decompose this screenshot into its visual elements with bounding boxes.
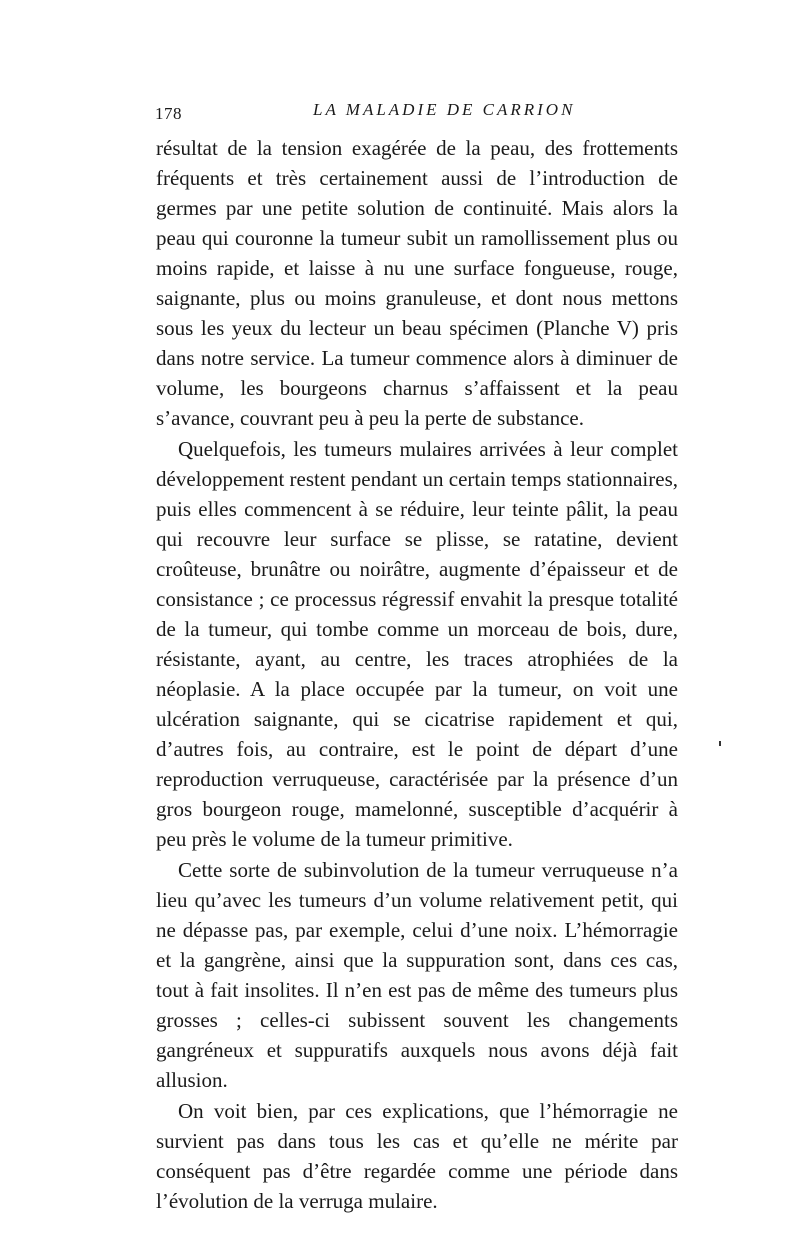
paragraph-continuation: résultat de la tension exagérée de la peau, des frottements fréquents et très certainement aussi de l’introduction de germes par une petite solution de continuité. Mais alors la peau qui couronne la tumeur subit un ramollissement plus ou moins rapide, et laisse à nu une surface fongueuse, rouge, saignante, plus ou moins granuleuse, et dont nous mettons sous les yeux du lecteur un beau spécimen (Planche V) pris dans notre service. La tumeur commence alors à diminuer de volume, les bourgeons charnus s’affaissent et la peau s’avance, couvrant peu à peu la perte de substance. [156, 136, 678, 430]
paragraph: On voit bien, par ces explications, que l’hémorragie ne survient pas dans tous les cas et qu’elle ne mérite par conséquent pas d’être regardée comme une période dans l’évolution de la verruga mulaire. [156, 1099, 678, 1213]
paragraph: Quelquefois, les tumeurs mulaires arrivées à leur complet développement restent pendant un certain temps stationnaires, puis elles commencent à se réduire, leur teinte pâlit, la peau qui recouvre leur surface se plisse, se ratatine, devient croûteuse, brunâtre ou noirâtre, augmente d’épaisseur et de consistance ; ce processus régressif envahit la presque totalité de la tumeur, qui tombe comme un morceau de bois, dure, résistante, ayant, au centre, les traces atrophiées de la néoplasie. A la place occupée par la tumeur, on voit une ulcération saignante, qui se cicatrise rapidement et qui, d’autres fois, au contraire, est le point de départ d’une reproduction verruqueuse, caractérisée par la présence d’un gros bourgeon rouge, mamelonné, susceptible d’acquérir à peu près le volume de la tumeur primitive. [156, 437, 678, 851]
body-text [156, 133, 678, 1216]
paragraph: Cette sorte de subinvolution de la tumeur verruqueuse n’a lieu qu’avec les tumeurs d’un volume relativement petit, qui ne dépasse pas, par exemple, celui d’une noix. L’hémorragie et la gangrène, ainsi que la suppuration sont, dans ces cas, tout à fait insolites. Il n’en est pas de même des tumeurs plus grosses ; celles-ci subissent souvent les changements gangréneux et suppuratifs auxquels nous avons déjà fait allusion. [156, 858, 678, 1092]
running-title: LA MALADIE DE CARRION [313, 100, 576, 119]
ink-speck [719, 741, 721, 746]
running-head [155, 100, 675, 128]
page-number: 178 [155, 104, 182, 123]
